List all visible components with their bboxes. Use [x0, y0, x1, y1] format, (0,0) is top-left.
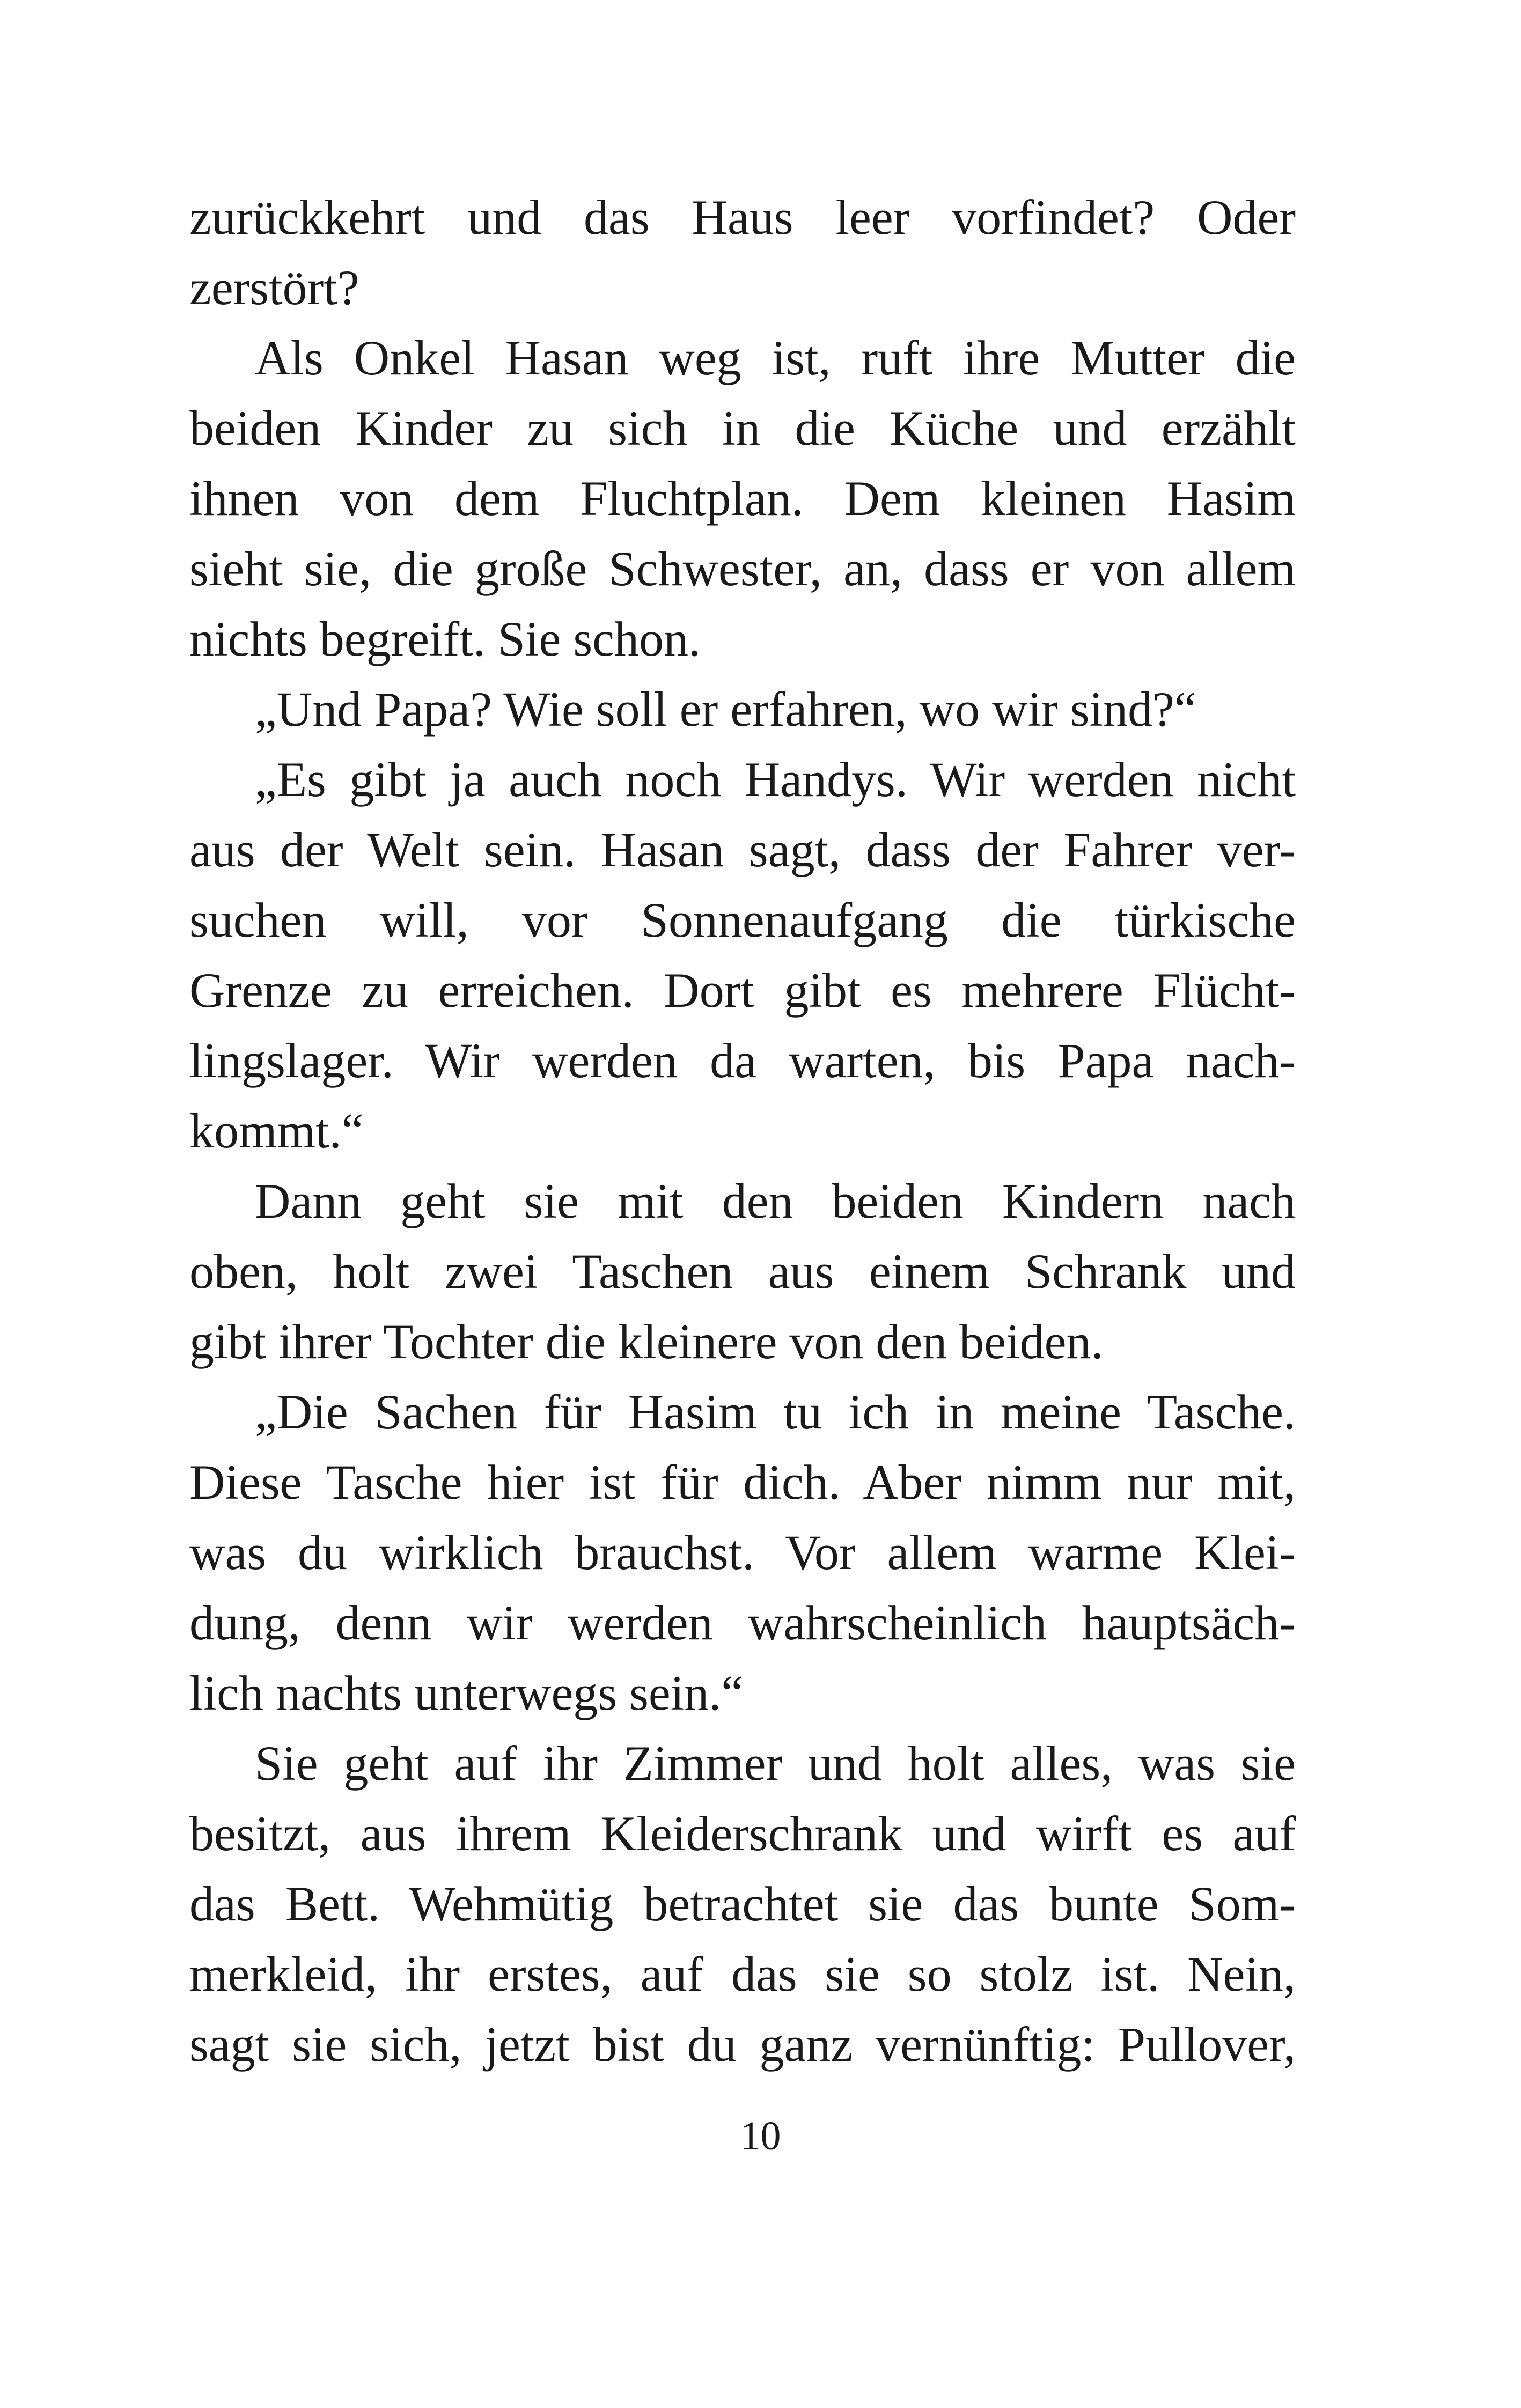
text-line: Dann geht sie mit den beiden Kindern nach — [255, 1174, 1296, 1228]
text-line: „Die Sachen für Hasim tu ich in meine Tasche. — [255, 1385, 1296, 1439]
text-line: besitzt, aus ihrem Kleiderschrank und wirft es auf — [189, 1806, 1296, 1861]
text-line: ihnen von dem Fluchtplan. Dem kleinen Hasim — [189, 471, 1296, 526]
text-line: zurückkehrt und das Haus leer vorfindet? Oder — [189, 190, 1296, 245]
text-line: sagt sie sich, jetzt bist du ganz vernünftig: Pullover, — [189, 2017, 1296, 2072]
text-line: sieht sie, die große Schwester, an, dass er von allem — [189, 541, 1296, 596]
text-line: nichts begreift. Sie schon. — [189, 612, 701, 666]
text-line: Grenze zu erreichen. Dort gibt es mehrere Flücht- — [189, 963, 1296, 1018]
text-line: dung, denn wir werden wahrscheinlich hauptsäch- — [189, 1595, 1296, 1650]
text-line: gibt ihrer Tochter die kleinere von den beiden. — [189, 1314, 1104, 1369]
text-line: „Und Papa? Wie soll er erfahren, wo wir sind?“ — [255, 682, 1196, 737]
text-line: lich nachts unterwegs sein.“ — [189, 1666, 744, 1720]
text-line: das Bett. Wehmütig betrachtet sie das bunte Som- — [189, 1876, 1296, 1931]
text-line: oben, holt zwei Taschen aus einem Schrank und — [189, 1244, 1296, 1299]
body-text — [189, 182, 1296, 2080]
text-line: merkleid, ihr erstes, auf das sie so stolz ist. Nein, — [189, 1947, 1296, 2001]
text-line: Diese Tasche hier ist für dich. Aber nimm nur mit, — [189, 1455, 1296, 1509]
text-line: was du wirklich brauchst. Vor allem warme Klei- — [189, 1525, 1296, 1580]
page-number: 10 — [740, 2114, 781, 2159]
text-line: Sie geht auf ihr Zimmer und holt alles, was sie — [255, 1736, 1296, 1791]
text-line: „Es gibt ja auch noch Handys. Wir werden nicht — [255, 752, 1296, 807]
text-line: lingslager. Wir werden da warten, bis Papa nach- — [189, 1033, 1296, 1088]
text-line: Als Onkel Hasan weg ist, ruft ihre Mutter die — [255, 330, 1296, 385]
text-line: suchen will, vor Sonnenaufgang die türkische — [189, 893, 1296, 947]
text-line: beiden Kinder zu sich in die Küche und erzählt — [189, 401, 1296, 455]
text-line: kommt.“ — [189, 1103, 364, 1158]
text-line: aus der Welt sein. Hasan sagt, dass der Fahrer ver- — [189, 822, 1296, 877]
text-line: zerstört? — [189, 260, 359, 315]
